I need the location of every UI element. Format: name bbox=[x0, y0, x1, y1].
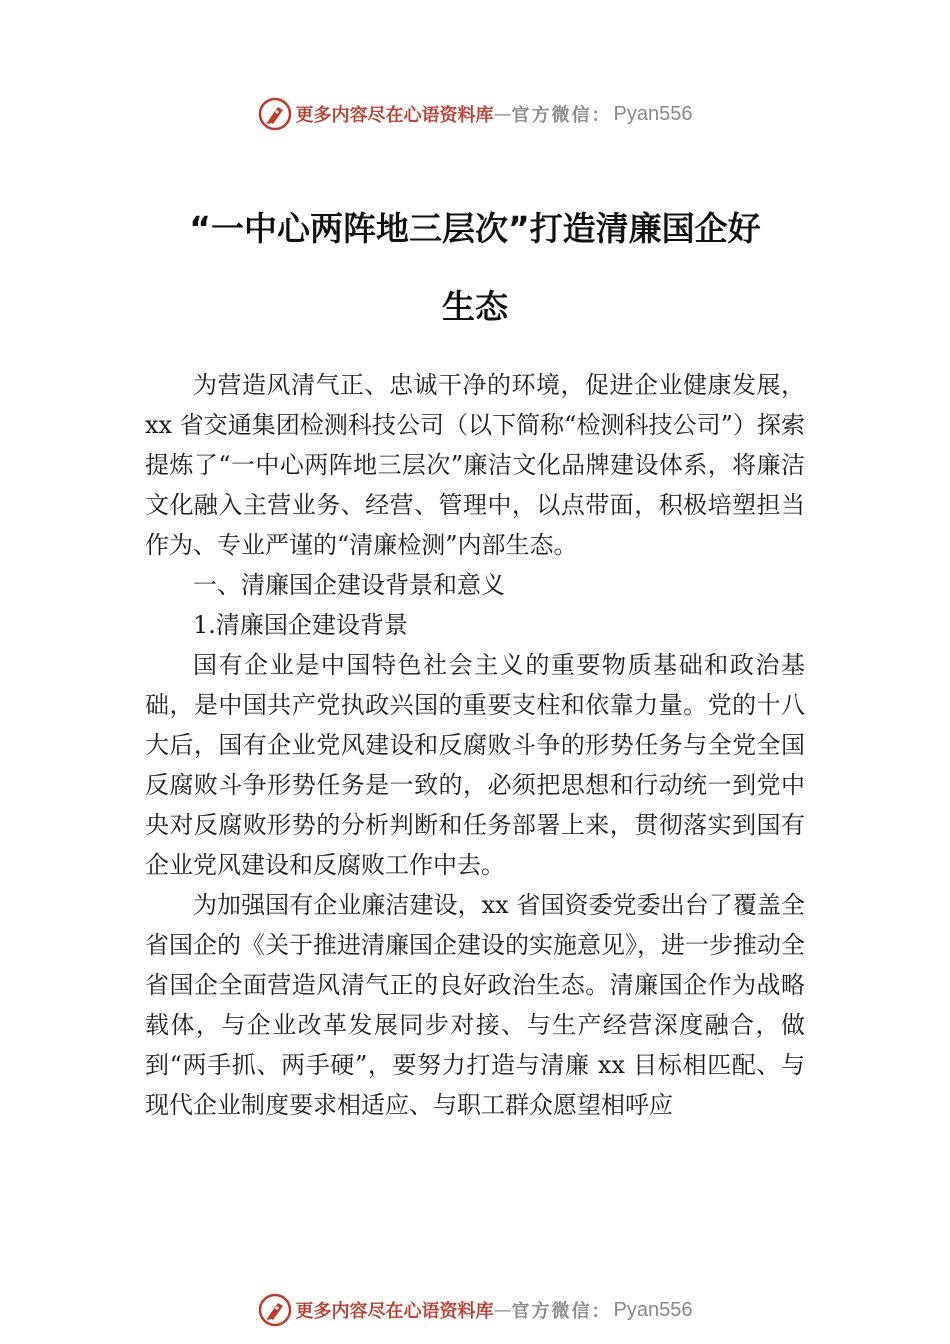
paragraph-intro: 为营造风清气正、忠诚干净的环境，促进企业健康发展，xx 省交通集团检测科技公司（以下简称“检测科技公司”）探索提炼了“一中心两阵地三层次”廉洁文化品牌建设体系，将廉洁文化融入主营业务、经营、管理中，以点带面，积极培塑担当作为、专业严谨的“清廉检测”内部生态。 bbox=[145, 371, 805, 559]
pen-nib-logo-icon bbox=[258, 1293, 292, 1327]
banner-promo-text: 更多内容尽在心语资料库 bbox=[295, 105, 494, 126]
banner-promo-text: 更多内容尽在心语资料库 bbox=[295, 1301, 494, 1322]
subsection-heading: 1.清廉国企建设背景 bbox=[193, 611, 408, 639]
title-line-2: 生态 bbox=[442, 287, 508, 326]
document-title bbox=[140, 190, 810, 346]
banner-wechat-label: 官方微信： bbox=[511, 105, 612, 126]
banner-dash: — bbox=[493, 1299, 512, 1321]
banner-wechat-id: Pyan556 bbox=[613, 102, 693, 125]
section-heading: 一、清廉国企建设背景和意义 bbox=[193, 571, 505, 599]
document-body bbox=[145, 365, 805, 1125]
paragraph-policy: 为加强国有企业廉洁建设，xx 省国资委党委出台了覆盖全省国企的《关于推进清廉国企建设的实施意见》，进一步推动全省国企全面营造风清气正的良好政治生态。清廉国企作为战略载体，与企业改革发展同步对接、与生产经营深度融合，做到“两手抓、两手硬”，要努力打造与清廉 xx 目标相匹配、与现代企业制度要求相适应、与职工群众愿望相呼应 bbox=[145, 891, 805, 1119]
footer-banner bbox=[0, 1292, 950, 1328]
header-banner bbox=[0, 96, 950, 132]
banner-wechat-id: Pyan556 bbox=[613, 1298, 693, 1321]
banner-dash: — bbox=[493, 103, 512, 125]
banner-wechat-label: 官方微信： bbox=[511, 1301, 612, 1322]
title-line-1: “一中心两阵地三层次”打造清廉国企好 bbox=[189, 209, 761, 248]
pen-nib-logo-icon bbox=[258, 97, 292, 131]
paragraph-background: 国有企业是中国特色社会主义的重要物质基础和政治基础，是中国共产党执政兴国的重要支柱和依靠力量。党的十八大后，国有企业党风建设和反腐败斗争的形势任务与全党全国反腐败斗争形势任务是一致的，必须把思想和行动统一到党中央对反腐败形势的分析判断和任务部署上来，贯彻落实到国有企业党风建设和反腐败工作中去。 bbox=[145, 651, 805, 879]
